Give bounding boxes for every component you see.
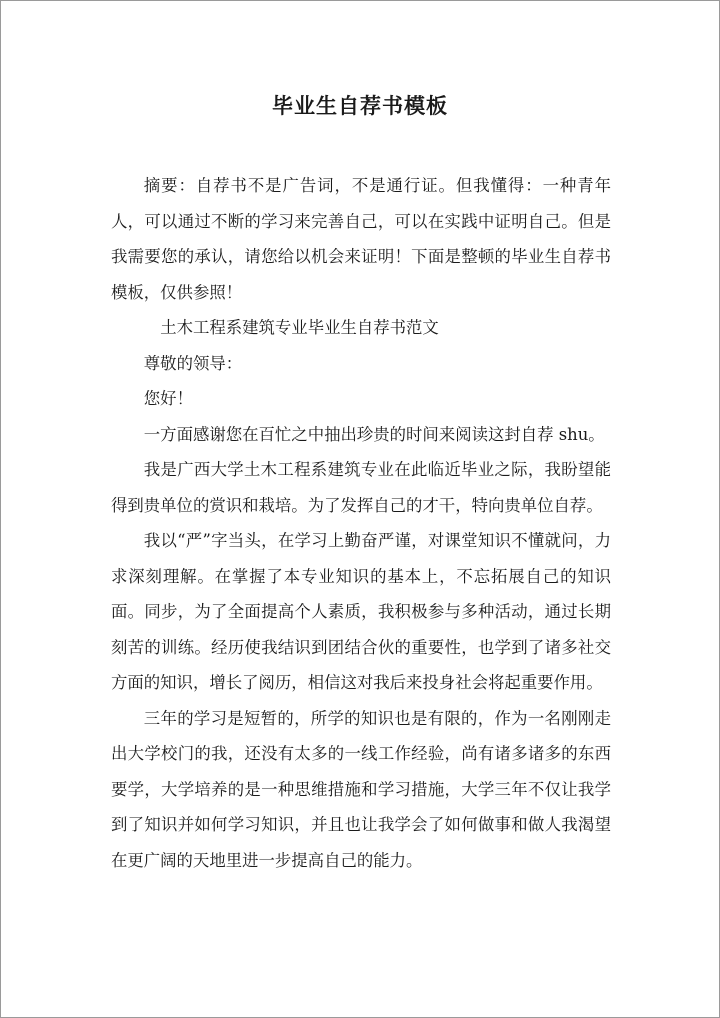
salutation: 尊敬的领导： bbox=[143, 353, 243, 373]
body-paragraph: 我是广西大学土木工程系建筑专业在此临近毕业之际，我盼望能得到贵单位的赏识和栽培。为了发挥自己的才干，特向贵单位自荐。 bbox=[111, 460, 611, 515]
document-title: 毕业生自荐书模板 bbox=[272, 93, 448, 118]
body-paragraph: 我以“严”字当头，在学习上勤奋严谨，对课堂知识不懂就问，力求深刻理解。在掌握了本专业知识的基本上，不忘拓展自己的知识面。同步，为了全面提高个人素质，我积极参与多种活动，通过长期刻苦的训练。经历使我结识到团结合伙的重要性，也学到了诸多社交方面的知识，增长了阅历，相信这对我后来投身社会将起重要作用。 bbox=[111, 531, 611, 692]
subtitle: 土木工程系建筑专业毕业生自荐书范文 bbox=[160, 318, 439, 337]
body-paragraph: 三年的学习是短暂的，所学的知识也是有限的，作为一名刚刚走出大学校门的我，还没有太多的一线工作经验，尚有诸多诸多的东西要学，大学培养的是一种思维措施和学习措施，大学三年不仅让我学到了知识并如何学习知识，并且也让我学会了如何做事和做人我渴望在更广阔的天地里进一步提高自己的能力。 bbox=[111, 708, 611, 870]
abstract-paragraph: 摘要：自荐书不是广告词，不是通行证。但我懂得：一种青年人，可以通过不断的学习来完善自己，可以在实践中证明自己。但是我需要您的承认，请您给以机会来证明！下面是整顿的毕业生自荐书模板，仅供参照！ bbox=[111, 176, 611, 302]
body-paragraph: 一方面感谢您在百忙之中抽出珍贵的时间来阅读这封自荐 shu。 bbox=[143, 424, 605, 444]
greeting: 您好！ bbox=[143, 389, 193, 408]
document-body bbox=[111, 168, 611, 878]
